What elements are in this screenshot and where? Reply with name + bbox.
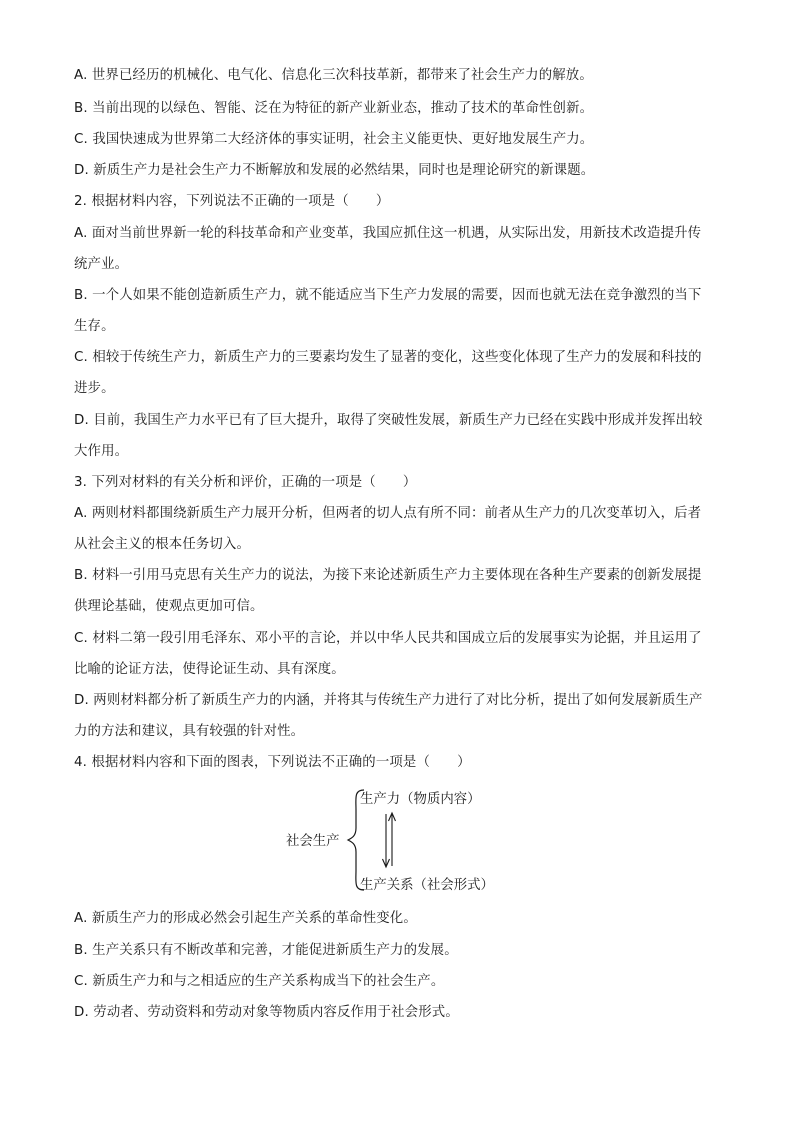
- q2-option-a-line1: A. 面对当前世界新一轮的科技革命和产业变革，我国应抓住这一机遇，从实际出发，用新技术改造提升传: [74, 226, 702, 241]
- q3-option-c-line1: C. 材料二第一段引用毛泽东、邓小平的言论，并以中华人民共和国成立后的发展事实为论据，并且运用了: [74, 631, 702, 646]
- q4-stem: 4. 根据材料内容和下面的图表，下列说法不正确的一项是（ ）: [74, 755, 471, 770]
- q3-option-b-line2: 供理论基础，使观点更加可信。: [74, 599, 264, 614]
- q3-option-d-line2: 力的方法和建议，具有较强的针对性。: [74, 724, 305, 739]
- diagram-label-relations-of-production: 生产关系（社会形式）: [360, 878, 494, 893]
- q1-option-c: C. 我国快速成为世界第二大经济体的事实证明，社会主义能更快、更好地发展生产力。: [74, 132, 594, 147]
- q1-option-d: D. 新质生产力是社会生产力不断解放和发展的必然结果，同时也是理论研究的新课题。: [74, 163, 595, 178]
- q3-stem: 3. 下列对材料的有关分析和评价，正确的一项是（ ）: [74, 475, 417, 490]
- q2-option-b-line1: B. 一个人如果不能创造新质生产力，就不能适应当下生产力发展的需要，因而也就无法在竞争激烈的当下: [74, 288, 702, 303]
- q2-option-d-line1: D. 目前，我国生产力水平已有了巨大提升，取得了突破性发展，新质生产力已经在实践中形成并发挥出较: [74, 413, 703, 428]
- q3-option-a-line2: 从社会主义的根本任务切入。: [74, 537, 251, 552]
- q2-option-b-line2: 生存。: [74, 319, 115, 334]
- q2-option-c-line2: 进步。: [74, 381, 115, 396]
- diagram-label-productive-forces: 生产力（物质内容）: [360, 792, 481, 807]
- q4-option-d: D. 劳动者、劳动资料和劳动对象等物质内容反作用于社会形式。: [74, 1005, 459, 1020]
- q3-option-a-line1: A. 两则材料都围绕新质生产力展开分析，但两者的切人点有所不同：前者从生产力的几次变革切入，后者: [74, 506, 702, 521]
- q4-option-c: C. 新质生产力和与之相适应的生产关系构成当下的社会生产。: [74, 974, 445, 989]
- q4-option-b: B. 生产关系只有不断改革和完善，才能促进新质生产力的发展。: [74, 943, 458, 958]
- production-diagram: [280, 784, 540, 896]
- q3-option-b-line1: B. 材料一引用马克思有关生产力的说法，为接下来论述新质生产力主要体现在各种生产要素的创新发展提: [74, 568, 702, 583]
- q3-option-c-line2: 比喻的论证方法，使得论证生动、具有深度。: [74, 662, 345, 677]
- q3-option-d-line1: D. 两则材料都分析了新质生产力的内涵，并将其与传统生产力进行了对比分析，提出了如何发展新质生产: [74, 693, 703, 708]
- q2-stem: 2. 根据材料内容，下列说法不正确的一项是（ ）: [74, 194, 390, 209]
- q1-option-a: A. 世界已经历的机械化、电气化、信息化三次科技革新，都带来了社会生产力的解放。: [74, 68, 593, 83]
- q2-option-d-line2: 大作用。: [74, 444, 129, 459]
- q1-option-b: B. 当前出现的以绿色、智能、泛在为特征的新产业新业态，推动了技术的革命性创新。: [74, 101, 594, 116]
- q2-option-c-line1: C. 相较于传统生产力，新质生产力的三要素均发生了显著的变化，这些变化体现了生产力的发展和科技的: [74, 350, 702, 365]
- diagram-label-social-production: 社会生产: [286, 834, 340, 849]
- q2-option-a-line2: 统产业。: [74, 257, 129, 272]
- q4-option-a: A. 新质生产力的形成必然会引起生产关系的革命性变化。: [74, 911, 417, 926]
